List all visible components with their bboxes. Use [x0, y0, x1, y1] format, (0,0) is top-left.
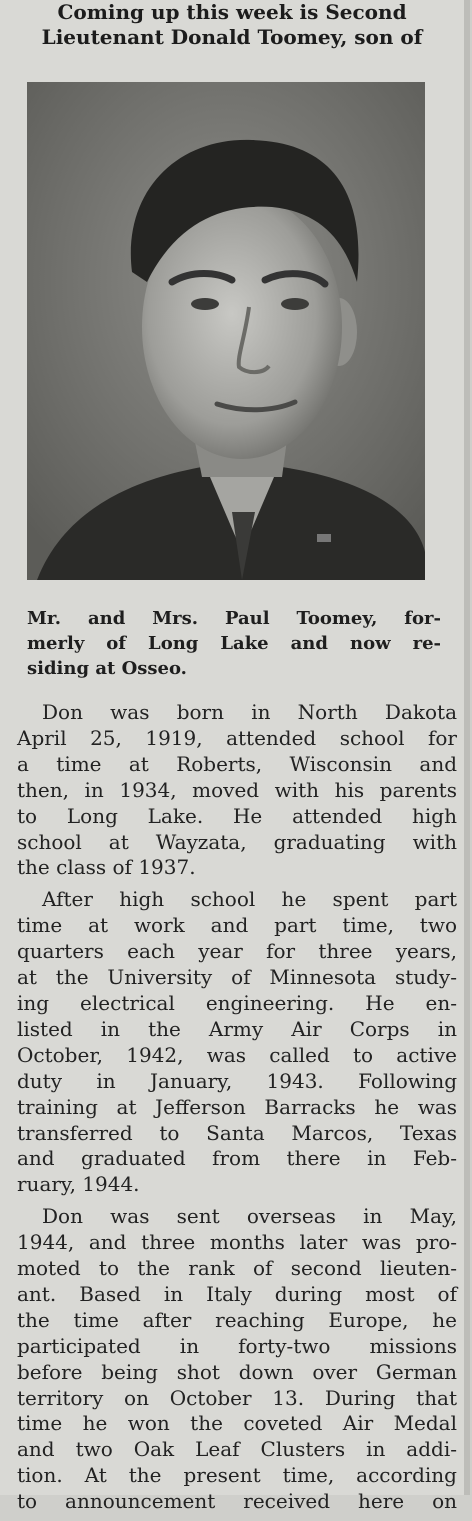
photo-caption	[27, 606, 441, 681]
paragraph-line: listed in the Army Air Corps in	[17, 1016, 457, 1041]
paragraph-line: a time at Roberts, Wisconsin and	[17, 751, 457, 776]
paragraph-line: April 25, 1919, attended school for	[17, 725, 457, 750]
headline-line: Lieutenant Donald Toomey, son of	[41, 25, 423, 49]
paragraph-line: duty in January, 1943. Following	[17, 1068, 457, 1093]
article-paragraph	[17, 700, 457, 881]
paragraph-line: Don was sent overseas in May,	[42, 1204, 457, 1229]
paragraph-line: to announcement received here on	[17, 1489, 457, 1514]
paragraph-line: at the University of Minnesota study-	[17, 965, 457, 990]
headline-line: Coming up this week is Second	[57, 0, 407, 24]
paragraph-line: the time after reaching Europe, he	[17, 1307, 457, 1332]
paragraph-line: time he won the coveted Air Medal	[17, 1411, 457, 1436]
paragraph-line: training at Jefferson Barracks he was	[17, 1094, 457, 1119]
paragraph-line: territory on October 13. During that	[17, 1385, 457, 1410]
paragraph-line: the class of 1937.	[17, 855, 196, 880]
paragraph-line: to Long Lake. He attended high	[17, 803, 457, 828]
paragraph-line: and two Oak Leaf Clusters in addi-	[17, 1437, 457, 1462]
paragraph-line: October, 1942, was called to active	[17, 1042, 457, 1067]
paragraph-line: Don was born in North Dakota	[42, 700, 457, 724]
headline	[8, 0, 456, 50]
paragraph-line: school at Wayzata, graduating with	[17, 829, 457, 854]
portrait-photo	[27, 82, 425, 580]
caption-line: merly of Long Lake and now re-	[27, 633, 441, 654]
paragraph-line: After high school he spent part	[42, 887, 457, 912]
paragraph-line: and graduated from there in Feb-	[17, 1146, 457, 1171]
paragraph-line: ant. Based in Italy during most of	[17, 1281, 457, 1306]
paragraph-line: time at work and part time, two	[17, 913, 457, 938]
paragraph-line: ing electrical engineering. He en-	[17, 990, 457, 1015]
paragraph-line: transferred to Santa Marcos, Texas	[17, 1120, 457, 1145]
caption-line: Mr. and Mrs. Paul Toomey, for-	[27, 608, 441, 629]
paragraph-line: tion. At the present time, according	[17, 1463, 457, 1488]
article-paragraph	[17, 887, 457, 1198]
paragraph-line: before being shot down over German	[17, 1359, 457, 1384]
article-paragraph	[17, 1204, 457, 1515]
paragraph-line: moted to the rank of second lieuten-	[17, 1256, 457, 1281]
portrait-image	[27, 82, 425, 580]
paragraph-line: then, in 1934, moved with his parents	[17, 777, 457, 802]
article-body	[17, 700, 457, 1521]
paragraph-line: participated in forty-two missions	[17, 1333, 457, 1358]
paragraph-line: ruary, 1944.	[17, 1172, 140, 1197]
paragraph-line: 1944, and three months later was pro-	[17, 1230, 457, 1255]
paragraph-line: quarters each year for three years,	[17, 939, 457, 964]
caption-line: siding at Osseo.	[27, 658, 187, 679]
